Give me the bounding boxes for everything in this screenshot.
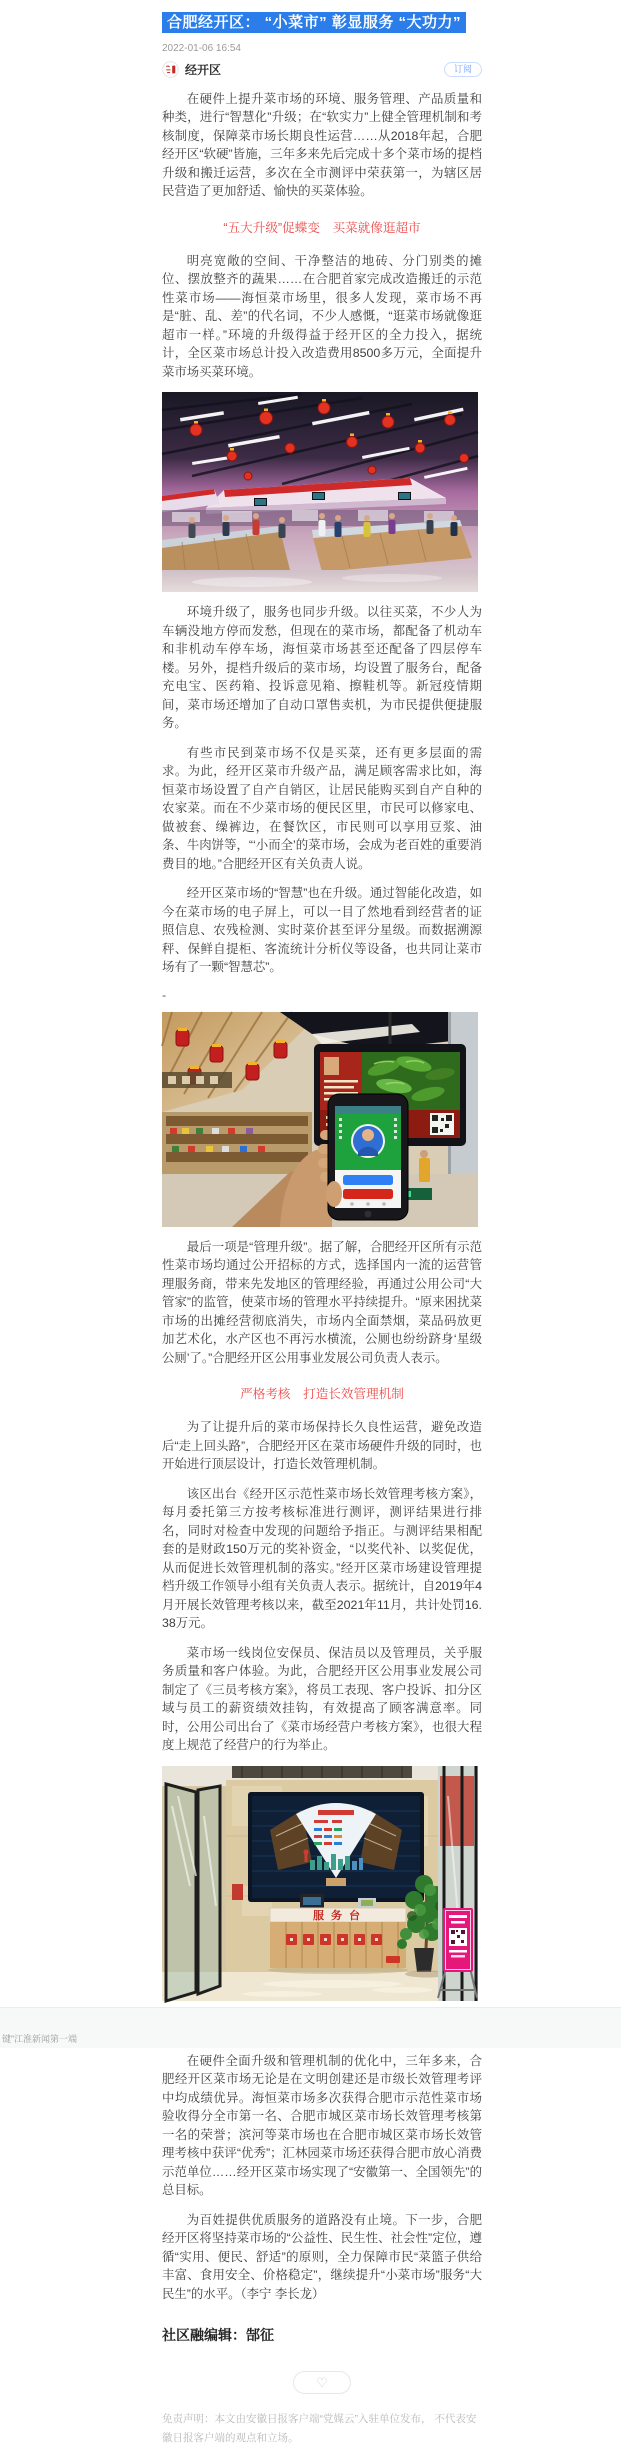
article-paragraph: 为了让提升后的菜市场保持长久良性运营，避免改造后“走上回头路”，合肥经开区在菜市场硬件升级的同时，也开始进行顶层设计，打造长效管理机制。 (162, 1420, 482, 1472)
like-button[interactable] (293, 2371, 351, 2394)
footer-band (0, 2007, 621, 2048)
article-paragraph: 在硬件全面升级和管理机制的优化中，三年多来，合肥经开区菜市场无论是在文明创建还是市级长效管理考评中均成绩优异。海恒菜市场多次获得合肥市示范性菜市场验收得分全市第一名、合肥市城区菜市场长效管理考核第一名的荣誉；滨河等菜市场也在合肥市城区菜市场长效管理考核中获评“优秀”；汇林园菜市场还获得合肥市放心消费示范单位……经开区菜市场实现了“安徽第一、全国领先”的总目标。 (162, 2053, 482, 2198)
article-paragraph: 菜市场一线岗位安保员、保洁员以及管理员，关乎服务质量和客户体验。为此，合肥经开区公用事业发展公司制定了《三员考核方案》，将员工表现、客户投诉、扣分区域与员工的薪资绩效挂钩，有效提高了顾客满意率。同时，公用公司出台了《菜市场经营户考核方案》，也很大程度上规范了经营户的行为举止。 (162, 1645, 482, 1753)
article-content (162, 0, 482, 2447)
footer-slogan: 键”江淮新闻第一端 (2, 2034, 77, 2044)
like-area (162, 2371, 482, 2394)
publish-date: 2022-01-06 16:54 (162, 42, 241, 54)
market-interior-illustration (162, 392, 478, 592)
article-paragraph: 该区出台《经开区示范性菜市场长效管理考核方案》，每月委托第三方按考核标准进行测评，测评结果进行排名，同时对检查中发现的问题给予指正。与测评结果相配套的是财政150万元的奖补资金，“以奖代补、以奖促优，从而促进长效管理机制的落实。”经开区菜市场建设管理提档升级工作领导小组有关负责人表示。据统计，自2019年4月开展长效管理考核以来，截至2021年11月，共计处罚16.38万元。 (162, 1486, 482, 1631)
phone-and-screen-illustration (162, 1012, 478, 1227)
stray-mark: - (162, 987, 167, 1002)
article-paragraph: 最后一项是“管理升级”。据了解，合肥经开区所有示范性菜市场均通过公开招标的方式，选择国内一流的运营管理服务商，带来先发地区的管理经验，再通过公用公司“大管家”的监管，使菜市场的管理水平持续提升。“原来困扰菜市场的出摊经营彻底消失，市场内全面禁烟，菜品码放更加艺术化，水产区也不再污水横流，公厕也纷纷跻身‘星级公厕’了。”合肥经开区公用事业发展公司负责人表示。 (162, 1239, 482, 1365)
article-paragraph: 在硬件上提升菜市场的环境、服务管理、产品质量和种类，进行“智慧化”升级；在“软实力”上健全管理机制和考核制度，保障菜市场长期良性运营……从2018年起，合肥经开区“软硬”皆施，三年多来先后完成十多个菜市场的提档升级和搬迁运营，多次在全市测评中荣获第一，为辖区居民营造了更加舒适、愉快的买菜体验。 (162, 91, 482, 199)
section-heading-2: 严格考核 打造长效管理机制 (240, 1387, 404, 1402)
article-photo-market-interior (162, 392, 478, 592)
page-title: 合肥经开区： “小菜市” 彰显服务 “大功力” (162, 12, 466, 33)
service-desk-illustration (162, 1766, 478, 2001)
article-photo-service-desk (162, 1766, 478, 2001)
heart-icon: ♡ (316, 2375, 328, 2391)
subscribe-button[interactable]: 订阅 (444, 62, 482, 77)
section-heading-1: “五大升级”促蝶变 买菜就像逛超市 (223, 220, 421, 235)
publisher-avatar[interactable] (162, 61, 179, 78)
article-photo-smart-screen (162, 1012, 478, 1227)
publisher-name[interactable]: 经开区 (185, 63, 222, 78)
article-paragraph: 明亮宽敞的空间、干净整洁的地砖、分门别类的摊位、摆放整齐的蔬果……在合肥首家完成改造搬迁的示范性菜市场——海恒菜市场里，很多人发现，菜市场不再是“脏、乱、差”的代名词，不少人感慨，“逛菜市场就像逛超市一样。”环境的升级得益于经开区的全力投入，据统计，全区菜市场总计投入改造费用8500多万元，全面提升菜市场买菜环境。 (162, 253, 482, 379)
disclaimer-text: 免责声明：本文由安徽日报客户端“党媒云”入驻单位发布， 不代表安徽日报客户端的观点和立场。 (162, 2413, 477, 2444)
service-desk-sign-text: 服务台 (313, 1909, 367, 1922)
article-paragraph: 为百姓提供优质服务的道路没有止境。下一步，合肥经开区将坚持菜市场的“公益性、民生性、社会性”定位，遵循“实用、便民、舒适”的原则，全力保障市民“菜篮子供给丰富、食用安全、价格稳定”，继续提升“小菜市场”服务“大民生”的水平。（李宁 李长龙） (162, 2212, 482, 2301)
article-paragraph: 有些市民到菜市场不仅是买菜，还有更多层面的需求。为此，经开区菜市升级产品，满足顾客需求比如，海恒菜市场设置了自产自销区，让居民能购买到自产自种的农家菜。而在不少菜市场的便民区里，市民可以修家电、做被套、缲裤边，在餐饮区，市民则可以享用豆浆、油条、牛肉饼等，“‘小而全’的菜市场，会成为老百姓的重要消费目的地。”合肥经开区有关负责人说。 (162, 745, 482, 871)
page-title-wrap (162, 12, 482, 34)
publisher-logo-icon (162, 61, 179, 78)
publisher-row (162, 61, 482, 79)
editor-credit: 社区融编辑：郜征 (162, 2327, 274, 2344)
article-paragraph: 环境升级了，服务也同步升级。以往买菜，不少人为车辆没地方停而发愁，但现在的菜市场，都配备了机动车和非机动车停车场，海恒菜市场甚至还配备了四层停车楼。另外，提档升级后的菜市场，均设置了服务台，配备充电宝、医药箱、投诉意见箱、擦鞋机等。新冠疫情期间，菜市场还增加了自动口罩售卖机，为市民提供便捷服务。 (162, 605, 482, 731)
article-paragraph: 经开区菜市场的“智慧”也在升级。通过智能化改造，如今在菜市场的电子屏上，可以一目了然地看到经营者的证照信息、农残检测、实时菜价甚至评分星级。而数据溯源秤、保鲜自提柜、客流统计分析仪等设备，也共同让菜市场有了一颗“智慧芯”。 (162, 886, 482, 975)
